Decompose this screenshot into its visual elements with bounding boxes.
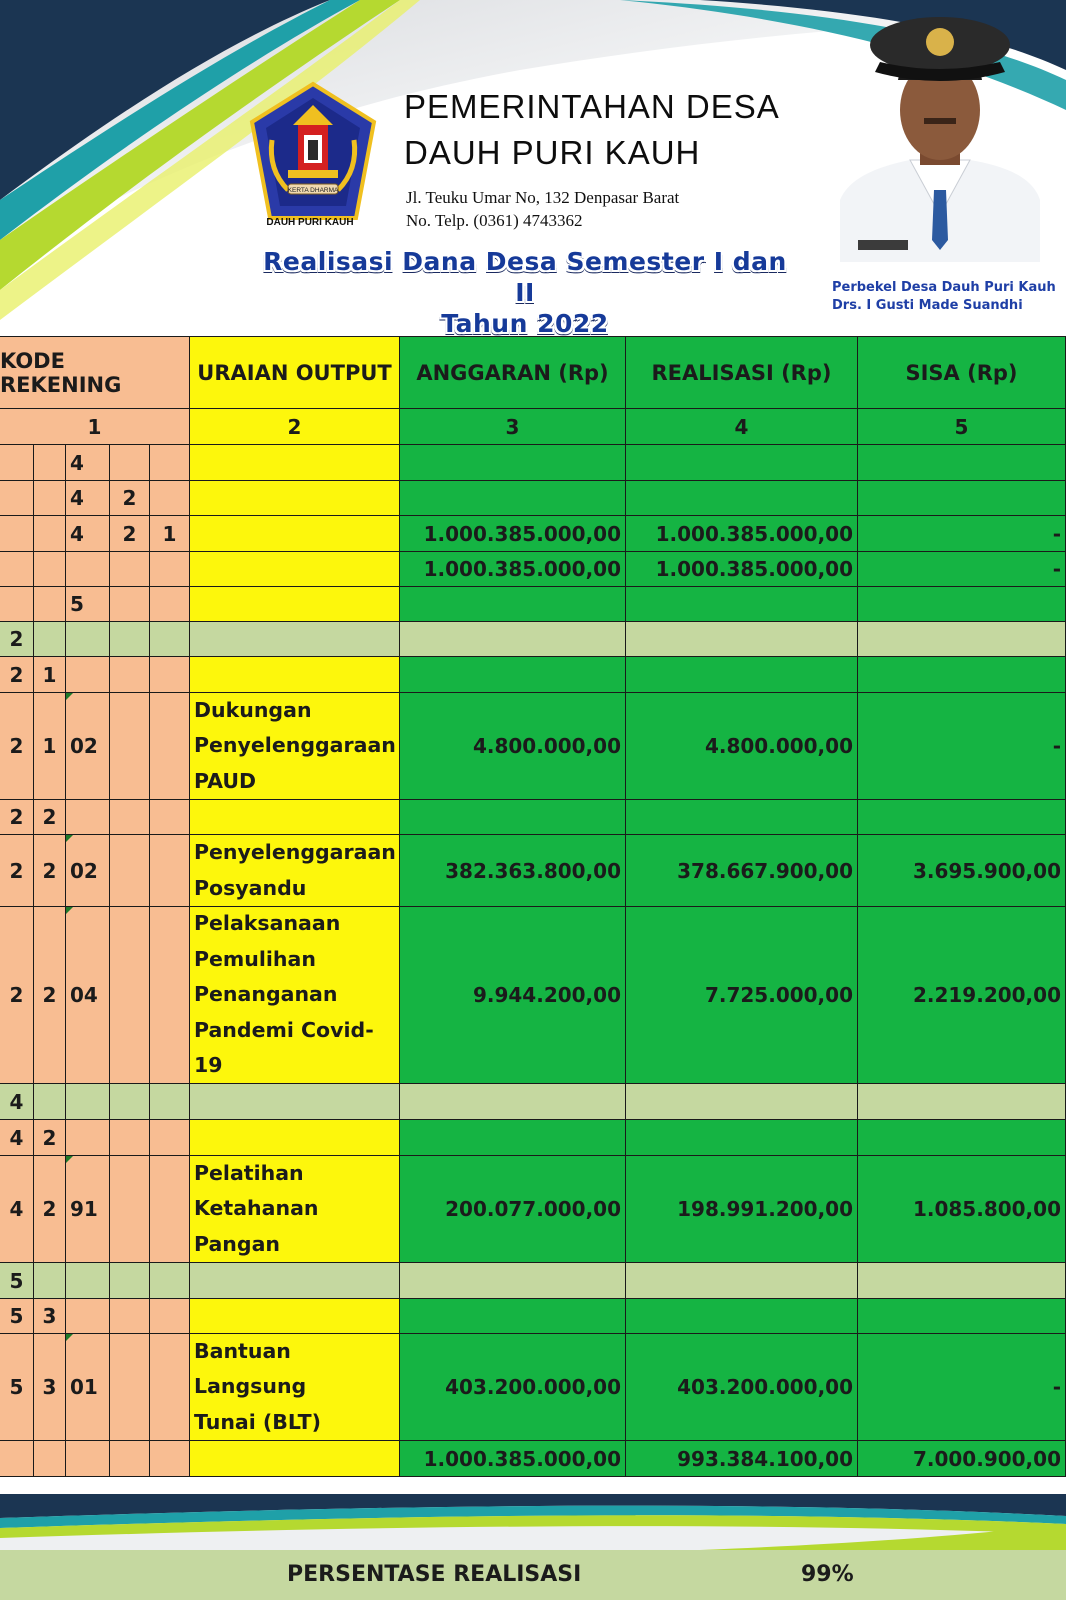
sisa-cell: 2.219.200,00 <box>858 907 1066 1084</box>
organization-title <box>404 84 780 176</box>
table-row <box>0 516 1066 552</box>
logo-motto: KERTA DHARMA <box>287 187 339 194</box>
kode-rekening-cell: 4 <box>66 481 110 516</box>
kode-rekening-cell <box>150 835 190 907</box>
realisasi-cell <box>626 622 858 657</box>
kode-rekening-cell <box>110 1441 150 1477</box>
kode-rekening-cell: 2 <box>34 800 66 835</box>
anggaran-cell: 382.363.800,00 <box>400 835 626 907</box>
anggaran-cell: 403.200.000,00 <box>400 1334 626 1441</box>
kode-rekening-cell <box>150 1299 190 1334</box>
table-row <box>0 800 1066 835</box>
realisasi-cell: 403.200.000,00 <box>626 1334 858 1441</box>
sisa-cell <box>858 1120 1066 1156</box>
table-row <box>0 1263 1066 1299</box>
kode-rekening-cell: 02 <box>66 693 110 800</box>
kode-rekening-cell <box>110 445 150 481</box>
kode-rekening-cell <box>0 445 34 481</box>
anggaran-cell <box>400 1120 626 1156</box>
sisa-cell: - <box>858 552 1066 587</box>
anggaran-cell <box>400 657 626 693</box>
kode-rekening-cell <box>0 516 34 552</box>
kode-rekening-cell <box>66 800 110 835</box>
kode-rekening-cell <box>150 1084 190 1120</box>
kode-rekening-cell <box>110 1334 150 1441</box>
kode-rekening-cell <box>110 657 150 693</box>
anggaran-cell: 1.000.385.000,00 <box>400 516 626 552</box>
realisasi-cell <box>626 1120 858 1156</box>
org-title-line-2: DAUH PURI KAUH <box>404 134 701 171</box>
kode-rekening-cell: 2 <box>0 622 34 657</box>
sisa-cell <box>858 1263 1066 1299</box>
table-row <box>0 1084 1066 1120</box>
sisa-cell <box>858 445 1066 481</box>
kode-rekening-cell: 2 <box>34 1156 66 1263</box>
table-row <box>0 1334 1066 1441</box>
kode-rekening-cell <box>110 622 150 657</box>
column-header-anggaran: ANGGARAN (Rp) <box>400 336 626 409</box>
kode-rekening-cell: 1 <box>34 657 66 693</box>
kode-rekening-cell <box>66 552 110 587</box>
table-row <box>0 481 1066 516</box>
official-portrait <box>840 0 1040 262</box>
kode-rekening-cell <box>150 657 190 693</box>
kode-rekening-cell: 4 <box>66 516 110 552</box>
realisasi-cell <box>626 1263 858 1299</box>
kode-rekening-cell <box>34 516 66 552</box>
doc-title-line-2: Tahun 2022 <box>441 309 609 336</box>
kode-rekening-cell <box>150 1334 190 1441</box>
table-row <box>0 1156 1066 1263</box>
kode-rekening-cell: 5 <box>66 587 110 622</box>
kode-rekening-cell: 2 <box>0 800 34 835</box>
doc-title-line-1: Realisasi Dana Desa Semester I dan II <box>263 247 787 307</box>
office-address <box>406 186 679 232</box>
table-row <box>0 622 1066 657</box>
anggaran-cell <box>400 1299 626 1334</box>
kode-rekening-cell: 4 <box>0 1084 34 1120</box>
table-row <box>0 835 1066 907</box>
sisa-cell: - <box>858 1334 1066 1441</box>
percentage-label: PERSENTASE REALISASI <box>287 1562 582 1587</box>
table-row <box>0 657 1066 693</box>
kode-rekening-cell: 4 <box>0 1120 34 1156</box>
table-row <box>0 693 1066 800</box>
uraian-output-cell <box>190 1263 400 1299</box>
uraian-output-cell: Penyelenggaraan Posyandu <box>190 835 400 907</box>
kode-rekening-cell: 2 <box>0 835 34 907</box>
percentage-bar <box>0 1550 1066 1600</box>
kode-rekening-cell <box>110 1299 150 1334</box>
kode-rekening-cell: 04 <box>66 907 110 1084</box>
kode-rekening-cell <box>150 800 190 835</box>
kode-rekening-cell <box>66 622 110 657</box>
sisa-cell <box>858 481 1066 516</box>
uraian-output-cell: Pelatihan Ketahanan Pangan <box>190 1156 400 1263</box>
realisasi-cell <box>626 657 858 693</box>
kode-rekening-cell <box>66 1441 110 1477</box>
uraian-output-cell <box>190 552 400 587</box>
kode-rekening-cell <box>150 1120 190 1156</box>
kode-rekening-cell <box>150 1441 190 1477</box>
realisasi-cell: 198.991.200,00 <box>626 1156 858 1263</box>
village-logo <box>248 80 378 230</box>
kode-rekening-cell <box>110 1263 150 1299</box>
kode-rekening-cell <box>34 587 66 622</box>
kode-rekening-cell <box>34 445 66 481</box>
uraian-output-cell <box>190 1299 400 1334</box>
kode-rekening-cell <box>0 587 34 622</box>
column-number-row <box>0 409 1066 445</box>
realisasi-cell <box>626 587 858 622</box>
column-number-5: 5 <box>858 409 1066 445</box>
kode-rekening-cell <box>110 1120 150 1156</box>
kode-rekening-cell <box>150 445 190 481</box>
footer-wave-decoration <box>0 1494 1066 1550</box>
kode-rekening-cell <box>110 552 150 587</box>
kode-rekening-cell <box>34 552 66 587</box>
anggaran-cell <box>400 445 626 481</box>
column-number-2: 2 <box>190 409 400 445</box>
uraian-output-cell: Dukungan Penyelenggaraan PAUD <box>190 693 400 800</box>
kode-rekening-cell <box>150 1156 190 1263</box>
column-header-sisa: SISA (Rp) <box>858 336 1066 409</box>
table-row <box>0 587 1066 622</box>
kode-rekening-cell <box>34 481 66 516</box>
kode-rekening-cell <box>0 1441 34 1477</box>
anggaran-cell: 200.077.000,00 <box>400 1156 626 1263</box>
kode-rekening-cell <box>66 657 110 693</box>
sisa-cell <box>858 1084 1066 1120</box>
address-line-2: No. Telp. (0361) 4743362 <box>406 211 583 230</box>
column-header-realisasi: REALISASI (Rp) <box>626 336 858 409</box>
kode-rekening-cell: 1 <box>150 516 190 552</box>
kode-rekening-cell <box>150 622 190 657</box>
anggaran-cell: 1.000.385.000,00 <box>400 552 626 587</box>
kode-rekening-cell <box>34 622 66 657</box>
kode-rekening-cell <box>34 1084 66 1120</box>
realisasi-cell <box>626 1299 858 1334</box>
anggaran-cell <box>400 1263 626 1299</box>
uraian-output-cell <box>190 516 400 552</box>
anggaran-cell: 4.800.000,00 <box>400 693 626 800</box>
org-title-line-1: PEMERINTAHAN DESA <box>404 88 780 125</box>
sisa-cell <box>858 657 1066 693</box>
uraian-output-cell <box>190 1441 400 1477</box>
kode-rekening-cell <box>110 1084 150 1120</box>
document-header <box>0 0 1066 336</box>
column-number-1: 1 <box>0 409 190 445</box>
uraian-output-cell <box>190 800 400 835</box>
kode-rekening-cell <box>110 693 150 800</box>
uraian-output-cell: Pelaksanaan Pemulihan Penanganan Pandemi Covid-19 <box>190 907 400 1084</box>
kode-rekening-cell <box>110 835 150 907</box>
official-caption <box>832 279 1062 315</box>
anggaran-cell: 1.000.385.000,00 <box>400 1441 626 1477</box>
kode-rekening-cell <box>66 1120 110 1156</box>
sisa-cell <box>858 622 1066 657</box>
kode-rekening-cell: 2 <box>0 657 34 693</box>
anggaran-cell <box>400 587 626 622</box>
sisa-cell: 7.000.900,00 <box>858 1441 1066 1477</box>
official-role: Perbekel Desa Dauh Puri Kauh <box>832 280 1056 295</box>
table-row <box>0 552 1066 587</box>
kode-rekening-cell <box>150 1263 190 1299</box>
kode-rekening-cell: 3 <box>34 1334 66 1441</box>
kode-rekening-cell: 5 <box>0 1334 34 1441</box>
anggaran-cell <box>400 800 626 835</box>
realisasi-cell <box>626 1084 858 1120</box>
uraian-output-cell: Bantuan Langsung Tunai (BLT) <box>190 1334 400 1441</box>
sisa-cell <box>858 1299 1066 1334</box>
realisasi-cell: 993.384.100,00 <box>626 1441 858 1477</box>
table-row <box>0 1441 1066 1477</box>
column-header-kode-rekening: KODE REKENING <box>0 336 190 409</box>
kode-rekening-cell: 5 <box>0 1299 34 1334</box>
sisa-cell: - <box>858 693 1066 800</box>
kode-rekening-cell: 2 <box>34 835 66 907</box>
kode-rekening-cell <box>110 800 150 835</box>
table-header-row <box>0 336 1066 409</box>
kode-rekening-cell <box>34 1441 66 1477</box>
uraian-output-cell <box>190 622 400 657</box>
sisa-cell: 3.695.900,00 <box>858 835 1066 907</box>
kode-rekening-cell: 01 <box>66 1334 110 1441</box>
realisasi-cell: 1.000.385.000,00 <box>626 516 858 552</box>
table-row <box>0 1299 1066 1334</box>
kode-rekening-cell: 3 <box>34 1299 66 1334</box>
kode-rekening-cell: 2 <box>110 481 150 516</box>
anggaran-cell <box>400 622 626 657</box>
sisa-cell <box>858 800 1066 835</box>
uraian-output-cell <box>190 445 400 481</box>
uraian-output-cell <box>190 1120 400 1156</box>
uraian-output-cell <box>190 587 400 622</box>
realisasi-cell <box>626 445 858 481</box>
logo-caption: DAUH PURI KAUH <box>266 217 354 228</box>
kode-rekening-cell <box>0 552 34 587</box>
sisa-cell: 1.085.800,00 <box>858 1156 1066 1263</box>
kode-rekening-cell: 02 <box>66 835 110 907</box>
address-line-1: Jl. Teuku Umar No, 132 Denpasar Barat <box>406 188 680 207</box>
column-number-3: 3 <box>400 409 626 445</box>
kode-rekening-cell <box>110 1156 150 1263</box>
column-number-4: 4 <box>626 409 858 445</box>
realisasi-cell: 4.800.000,00 <box>626 693 858 800</box>
kode-rekening-cell: 4 <box>66 445 110 481</box>
table-row <box>0 1120 1066 1156</box>
document-title <box>250 246 800 336</box>
realisasi-cell: 378.667.900,00 <box>626 835 858 907</box>
table-row <box>0 445 1066 481</box>
anggaran-cell <box>400 481 626 516</box>
kode-rekening-cell <box>150 481 190 516</box>
anggaran-cell: 9.944.200,00 <box>400 907 626 1084</box>
kode-rekening-cell: 5 <box>0 1263 34 1299</box>
sisa-cell: - <box>858 516 1066 552</box>
kode-rekening-cell <box>66 1299 110 1334</box>
anggaran-cell <box>400 1084 626 1120</box>
kode-rekening-cell <box>150 907 190 1084</box>
kode-rekening-cell <box>110 907 150 1084</box>
official-name: Drs. I Gusti Made Suandhi <box>832 298 1023 313</box>
realisasi-cell: 7.725.000,00 <box>626 907 858 1084</box>
kode-rekening-cell <box>150 587 190 622</box>
kode-rekening-cell: 1 <box>34 693 66 800</box>
kode-rekening-cell: 2 <box>34 1120 66 1156</box>
uraian-output-cell <box>190 1084 400 1120</box>
uraian-output-cell <box>190 481 400 516</box>
table-row <box>0 907 1066 1084</box>
kode-rekening-cell <box>34 1263 66 1299</box>
kode-rekening-cell <box>150 693 190 800</box>
kode-rekening-cell: 4 <box>0 1156 34 1263</box>
realisasi-cell: 1.000.385.000,00 <box>626 552 858 587</box>
kode-rekening-cell <box>150 552 190 587</box>
sisa-cell <box>858 587 1066 622</box>
kode-rekening-cell: 2 <box>0 907 34 1084</box>
kode-rekening-cell: 2 <box>0 693 34 800</box>
kode-rekening-cell: 91 <box>66 1156 110 1263</box>
kode-rekening-cell <box>66 1084 110 1120</box>
percentage-value: 99% <box>801 1562 854 1587</box>
realisasi-cell <box>626 800 858 835</box>
kode-rekening-cell <box>66 1263 110 1299</box>
kode-rekening-cell: 2 <box>34 907 66 1084</box>
kode-rekening-cell <box>110 587 150 622</box>
realisasi-cell <box>626 481 858 516</box>
uraian-output-cell <box>190 657 400 693</box>
column-header-uraian-output: URAIAN OUTPUT <box>190 336 400 409</box>
kode-rekening-cell <box>0 481 34 516</box>
kode-rekening-cell: 2 <box>110 516 150 552</box>
